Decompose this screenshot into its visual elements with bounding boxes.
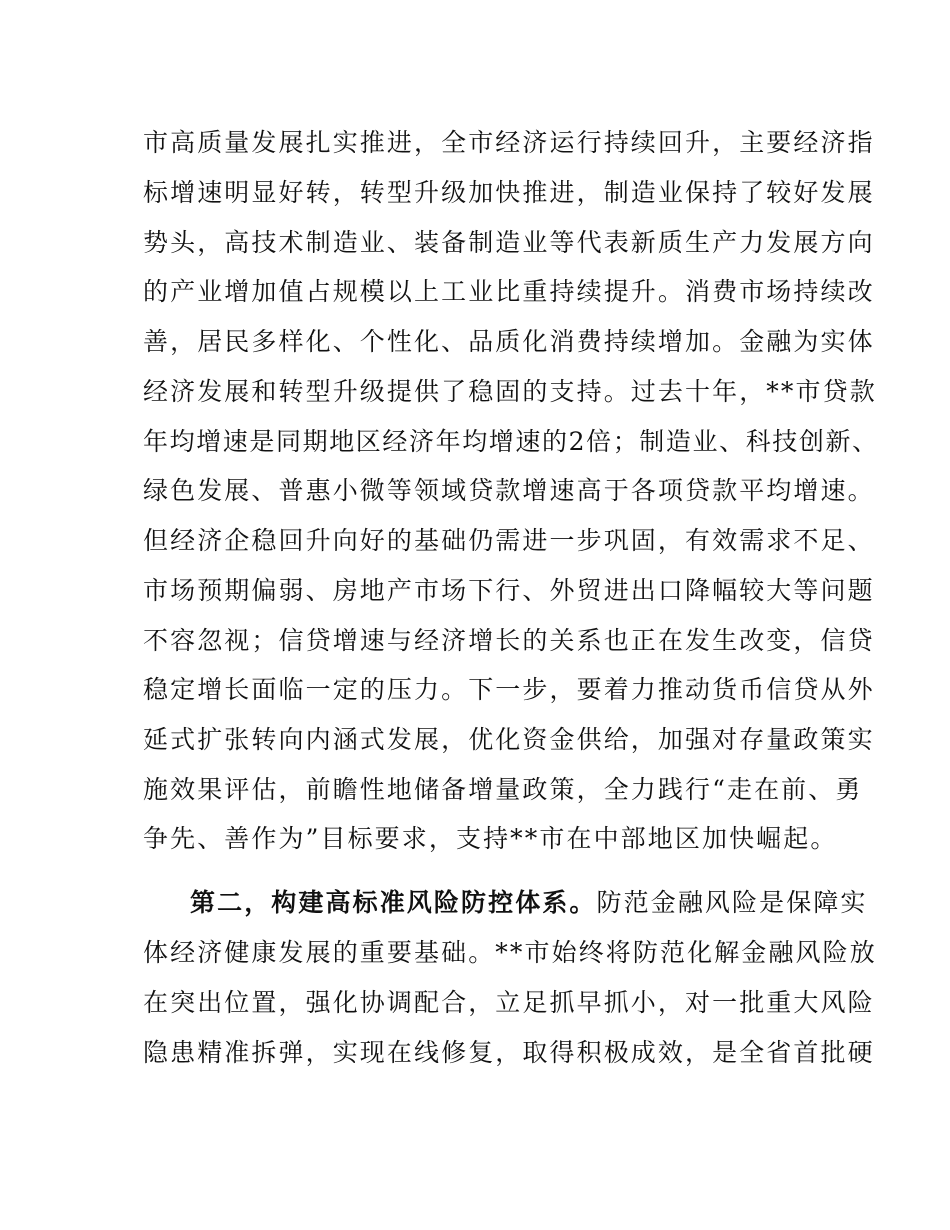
paragraph-2-line-2: 体经济健康发展的重要基础。**市始终将防范化解金融风险放	[143, 938, 877, 967]
paragraph-2-line-1-rest: 防范金融风险是保障实	[596, 888, 868, 917]
paragraph-2-line-3: 在突出位置，强化协调配合，立足抓早抓小，对一批重大风险	[143, 988, 875, 1017]
paragraph-1-line-1: 市高质量发展扎实推进，全市经济运行持续回升，主要经济指	[143, 128, 875, 157]
paragraph-2-heading: 第二，构建高标准风险防控体系。	[190, 888, 597, 917]
paragraph-1-line-13: 延式扩张转向内涵式发展，优化资金供给，加强对存量政策实	[143, 725, 875, 754]
paragraph-1-line-5: 善，居民多样化、个性化、品质化消费持续增加。金融为实体	[143, 327, 875, 356]
paragraph-1-line-4: 的产业增加值占规模以上工业比重持续提升。消费市场持续改	[143, 277, 875, 306]
paragraph-1-line-10: 市场预期偏弱、房地产市场下行、外贸进出口降幅较大等问题	[143, 576, 875, 605]
paragraph-1-line-14: 施效果评估，前瞻性地储备增量政策，全力践行“走在前、勇	[143, 775, 863, 804]
paragraph-1-line-11: 不容忽视；信贷增速与经济增长的关系也正在发生改变，信贷	[143, 626, 875, 655]
paragraph-1-line-15: 争先、善作为”目标要求，支持**市在中部地区加快崛起。	[143, 824, 838, 853]
paragraph-1-line-8: 绿色发展、普惠小微等领域贷款增速高于各项贷款平均增速。	[143, 476, 875, 505]
paragraph-1-line-2: 标增速明显好转，转型升级加快推进，制造业保持了较好发展	[143, 178, 875, 207]
paragraph-1-line-6: 经济发展和转型升级提供了稳固的支持。过去十年，**市贷款	[143, 377, 877, 406]
paragraph-1-line-9: 但经济企稳回升向好的基础仍需进一步巩固，有效需求不足、	[143, 526, 875, 555]
paragraph-1-line-12: 稳定增长面临一定的压力。下一步，要着力推动货币信贷从外	[143, 675, 875, 704]
paragraph-1-line-3: 势头，高技术制造业、装备制造业等代表新质生产力发展方向	[143, 228, 875, 257]
paragraph-2-line-1	[190, 888, 868, 918]
paragraph-1-line-7: 年均增速是同期地区经济年均增速的2倍；制造业、科技创新、	[143, 427, 879, 456]
paragraph-2-line-4: 隐患精准拆弹，实现在线修复，取得积极成效，是全省首批硬	[143, 1038, 875, 1067]
